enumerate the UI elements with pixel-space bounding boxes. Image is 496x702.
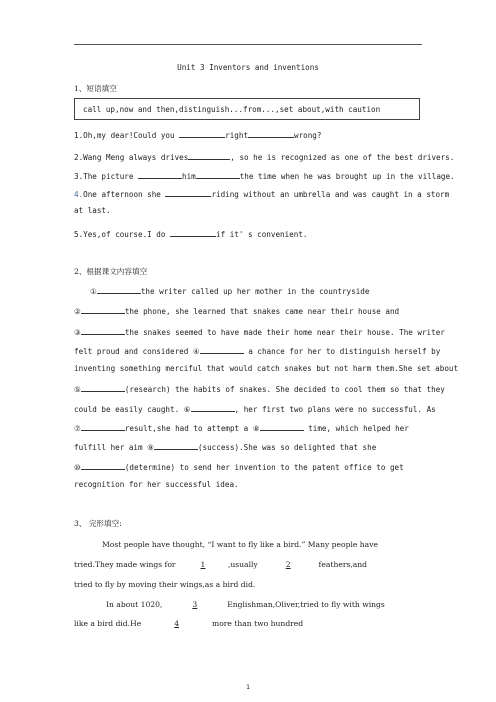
s2-line-3 [74, 326, 445, 338]
circled-num: ⑦ [74, 424, 81, 433]
s3-text: like a bird did.He [74, 619, 144, 628]
s3-para1-line3: tried to fly by moving their wings,as a bird did. [74, 580, 256, 589]
blank[interactable] [154, 441, 198, 450]
s2-line-text: the writer called up her mother in the countryside [140, 287, 370, 296]
s1-item-2-pre: 2.Wang Meng always drives [74, 153, 189, 162]
s3-para1-line1: Most people have thought, “I want to fly like a bird.” Many people have [102, 540, 378, 549]
s1-item-3-pre: 3.The picture [74, 172, 139, 181]
phrase-box-text: call up,now and then,distinguish...from...,set about,with caution [83, 105, 381, 114]
page-number: 1 [246, 683, 250, 691]
s2-line-8 [74, 422, 409, 434]
blank[interactable] [81, 422, 125, 431]
s2-line-9 [74, 441, 376, 453]
s2-line-11: recognition for her successful idea. [74, 480, 239, 489]
s3-text: tried.They made wings for [74, 560, 178, 569]
blank[interactable] [260, 422, 304, 431]
s1-item-1-mid1: right [225, 131, 249, 140]
section1-heading: 1、短语填空 [74, 84, 117, 93]
s1-item-2 [74, 151, 454, 163]
blank[interactable] [81, 305, 125, 314]
blank[interactable] [81, 383, 125, 392]
blank[interactable] [248, 129, 294, 138]
s2-line-text: (success).She was so delighted that she [197, 443, 377, 452]
blank[interactable] [196, 170, 240, 179]
s1-item-3-post: the time when he was brought up in the village. [239, 172, 455, 181]
s2-line-7 [74, 403, 436, 415]
s1-item-1-pre: 1.Oh,my dear!Could you [74, 131, 180, 140]
s2-line-text: result,she had to attempt a ⑧ [124, 424, 260, 433]
s2-line-text: (determine) to send her invention to the patent office to get [124, 463, 404, 472]
s1-item-5-post: if it' s convenient. [216, 230, 308, 239]
s1-item-1 [74, 129, 321, 141]
blank[interactable] [179, 129, 225, 138]
s2-line-5: inventing something merciful that would catch snakes but not harm them.She set about [74, 364, 459, 373]
s2-line-1 [90, 285, 369, 297]
s1-item-3-mid: him [182, 172, 196, 181]
phrase-box [74, 98, 420, 120]
blank[interactable] [97, 285, 141, 294]
s3-para1-line2 [74, 560, 367, 570]
circled-num: ② [74, 307, 81, 316]
s2-line-text: fulfill her aim ⑨ [74, 443, 154, 452]
s3-text: more than two hundred [209, 619, 304, 628]
s2-line-text: the snakes seemed to have made their home near their house. The writer [124, 328, 445, 337]
s2-line-text: felt proud and considered ④ [74, 347, 200, 356]
s2-line-6 [74, 383, 445, 395]
blank[interactable] [138, 170, 182, 179]
section3-heading: 3、 完形填空: [74, 519, 122, 528]
s3-para2-line2 [74, 619, 303, 629]
cloze-blank-1[interactable]: 1 [200, 560, 206, 569]
s2-line-text: the phone, she learned that snakes came near their house and [124, 307, 400, 316]
blank[interactable] [191, 403, 235, 412]
s2-line-2 [74, 305, 399, 317]
s1-item-4 [74, 188, 449, 200]
s2-line-text: a chance for her to distinguish herself by [243, 347, 441, 356]
s3-text: ,usually [227, 560, 261, 569]
blank[interactable] [170, 228, 216, 237]
circled-num: ⑩ [74, 463, 81, 472]
s2-line-text: , her first two plans were no successful. As [234, 405, 436, 414]
s1-item-5-pre: 5.Yes,of course.I do [74, 230, 171, 239]
s1-item-1-mid2: wrong? [294, 131, 322, 140]
header-rule [74, 44, 422, 45]
blank[interactable] [165, 188, 211, 197]
blank[interactable] [188, 151, 230, 160]
s3-text: Englishman,Oliver,tried to fly with wings [224, 600, 385, 609]
s1-item-4-cont: at last. [74, 206, 111, 215]
s2-line-4 [74, 345, 440, 357]
cloze-blank-3[interactable]: 3 [192, 600, 198, 609]
blank[interactable] [81, 326, 125, 335]
s1-item-4-post: riding without an umbrella and was caught in a storm [211, 190, 450, 199]
s3-text: feathers,and [316, 560, 368, 569]
s2-line-text: time, which helped her [303, 424, 409, 433]
s1-item-4-pre: One afternoon she [83, 190, 166, 199]
s1-item-5 [74, 228, 307, 240]
page-title: Unit 3 Inventors and inventions [177, 63, 319, 72]
cloze-blank-2[interactable]: 2 [285, 560, 291, 569]
s1-item-4-num: 4. [74, 190, 84, 199]
circled-num: ③ [74, 328, 81, 337]
blank[interactable] [81, 461, 125, 470]
cloze-blank-4[interactable]: 4 [174, 619, 180, 628]
circled-num: ⑤ [74, 385, 81, 394]
circled-num: ① [90, 287, 97, 296]
s2-line-text: (research) the habits of snakes. She decided to cool them so that they [124, 385, 445, 394]
s1-item-2-post: , so he is recognized as one of the best drivers. [230, 153, 455, 162]
blank[interactable] [200, 345, 244, 354]
s3-para2-line1 [106, 600, 385, 610]
section2-heading: 2、根据课文内容填空 [74, 267, 148, 276]
s3-text: In about 1020, [106, 600, 165, 609]
s2-line-10 [74, 461, 404, 473]
s2-line-text: could be easily caught. ⑥ [74, 405, 191, 414]
s1-item-3 [74, 170, 455, 182]
